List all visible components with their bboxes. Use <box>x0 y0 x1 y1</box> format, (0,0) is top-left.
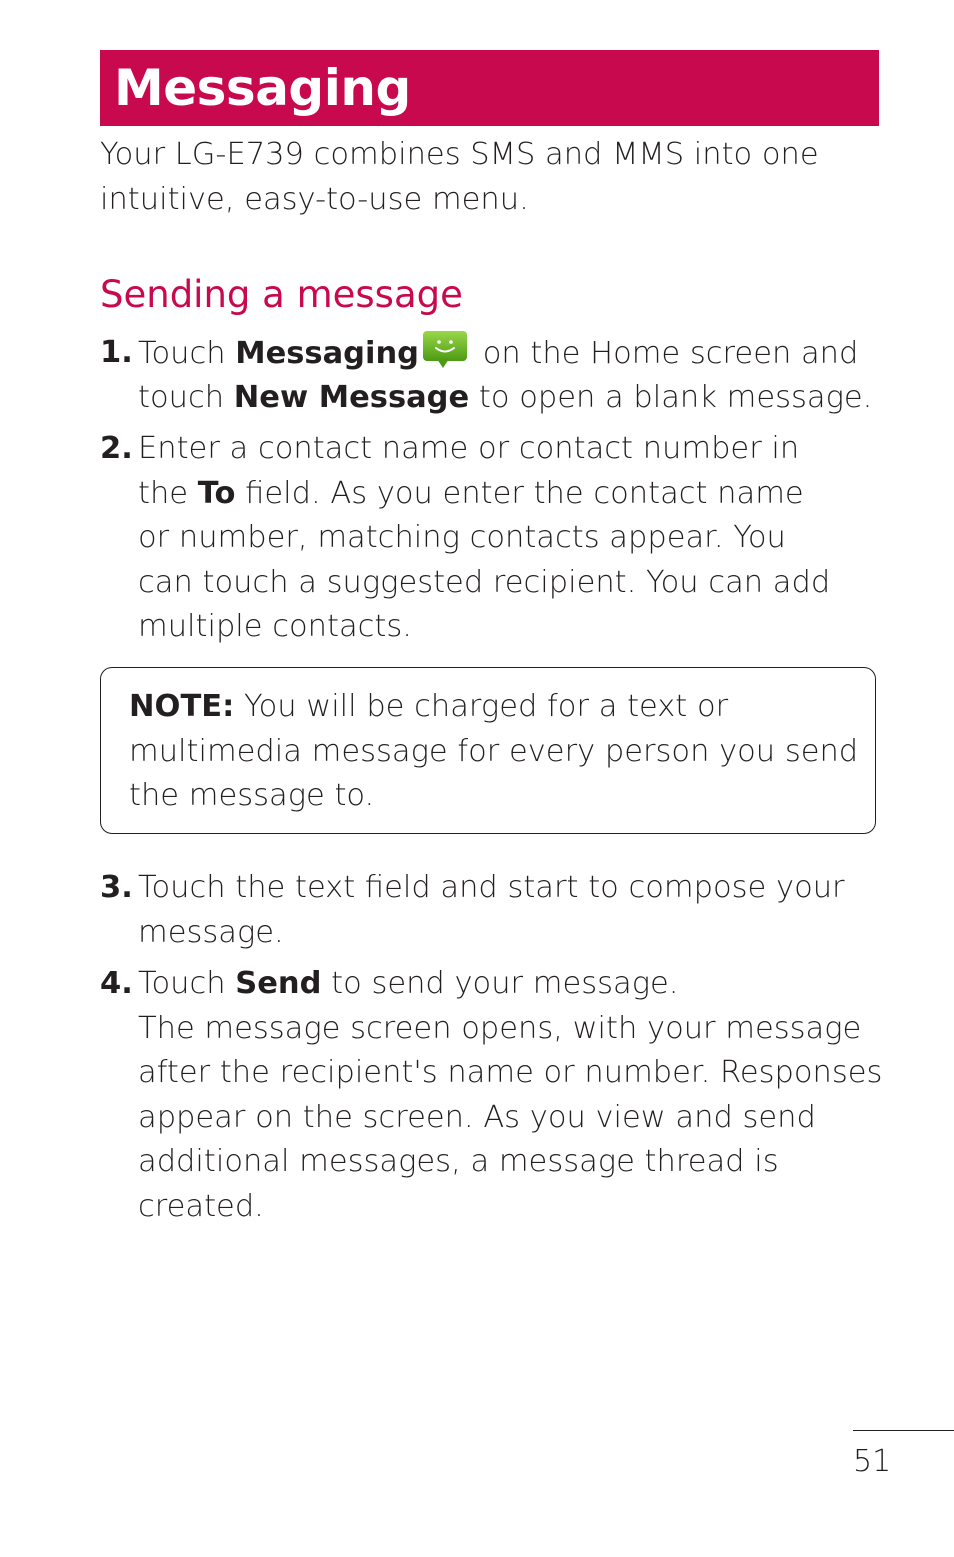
note-line: the message to. <box>129 778 375 813</box>
step-line <box>138 962 873 1007</box>
step-number: 2. <box>100 431 133 466</box>
step-line: created. <box>138 1188 264 1224</box>
intro-paragraph <box>100 133 870 222</box>
step-line: The message screen opens, with your message <box>138 1010 862 1046</box>
bold-term-to: To <box>197 475 236 511</box>
note-line <box>129 685 859 730</box>
page-number: 51 <box>853 1444 892 1479</box>
bold-term-new-message: New Message <box>233 379 470 415</box>
text-run: touch <box>138 379 234 415</box>
step-line <box>138 472 873 517</box>
step-number: 4. <box>100 966 133 1001</box>
text-run: Touch <box>138 336 236 371</box>
note-text <box>129 685 859 819</box>
step-line: Enter a contact name or contact number in <box>138 431 800 466</box>
step-line: appear on the screen. As you view and send <box>138 1099 816 1135</box>
text-run: You will be charged for a text or <box>234 689 729 724</box>
text-run: on the Home screen and <box>473 336 859 371</box>
bold-term-send: Send <box>235 966 322 1001</box>
step-line <box>138 331 873 376</box>
section-heading: Sending a message <box>100 273 463 316</box>
step-text <box>138 427 873 650</box>
text-run: field. As you enter the contact name <box>235 475 804 511</box>
messaging-app-icon <box>423 331 467 367</box>
step-line <box>138 376 873 421</box>
step-text <box>138 866 873 955</box>
step-line: message. <box>138 914 284 950</box>
text-run: the <box>138 475 198 511</box>
step-text <box>138 331 873 420</box>
step-number: 3. <box>100 870 133 905</box>
step-line: or number, matching contacts appear. You <box>138 520 786 555</box>
chapter-banner <box>100 50 879 126</box>
note-line: multimedia message for every person you send <box>129 733 859 769</box>
footer-divider <box>853 1430 954 1431</box>
text-run: Touch <box>138 966 236 1001</box>
chapter-title: Messaging <box>114 59 411 117</box>
step-line: can touch a suggested recipient. You can add <box>138 564 831 600</box>
note-box <box>100 667 876 834</box>
step-line: after the recipient's name or number. Responses <box>138 1055 883 1090</box>
step-line: additional messages, a message thread is <box>138 1144 779 1179</box>
intro-line: Your LG-E739 combines SMS and MMS into one <box>100 137 819 172</box>
bold-term-messaging: Messaging <box>235 336 419 371</box>
text-run: to open a blank message. <box>469 379 873 415</box>
intro-line: intuitive, easy-to-use menu. <box>100 181 529 217</box>
step-line: Touch the text field and start to compose your <box>138 870 845 905</box>
step-line: multiple contacts. <box>138 609 412 644</box>
note-label: NOTE: <box>129 689 235 724</box>
step-text <box>138 962 883 1229</box>
text-run: to send your message. <box>321 966 679 1001</box>
step-number: 1. <box>100 335 133 370</box>
